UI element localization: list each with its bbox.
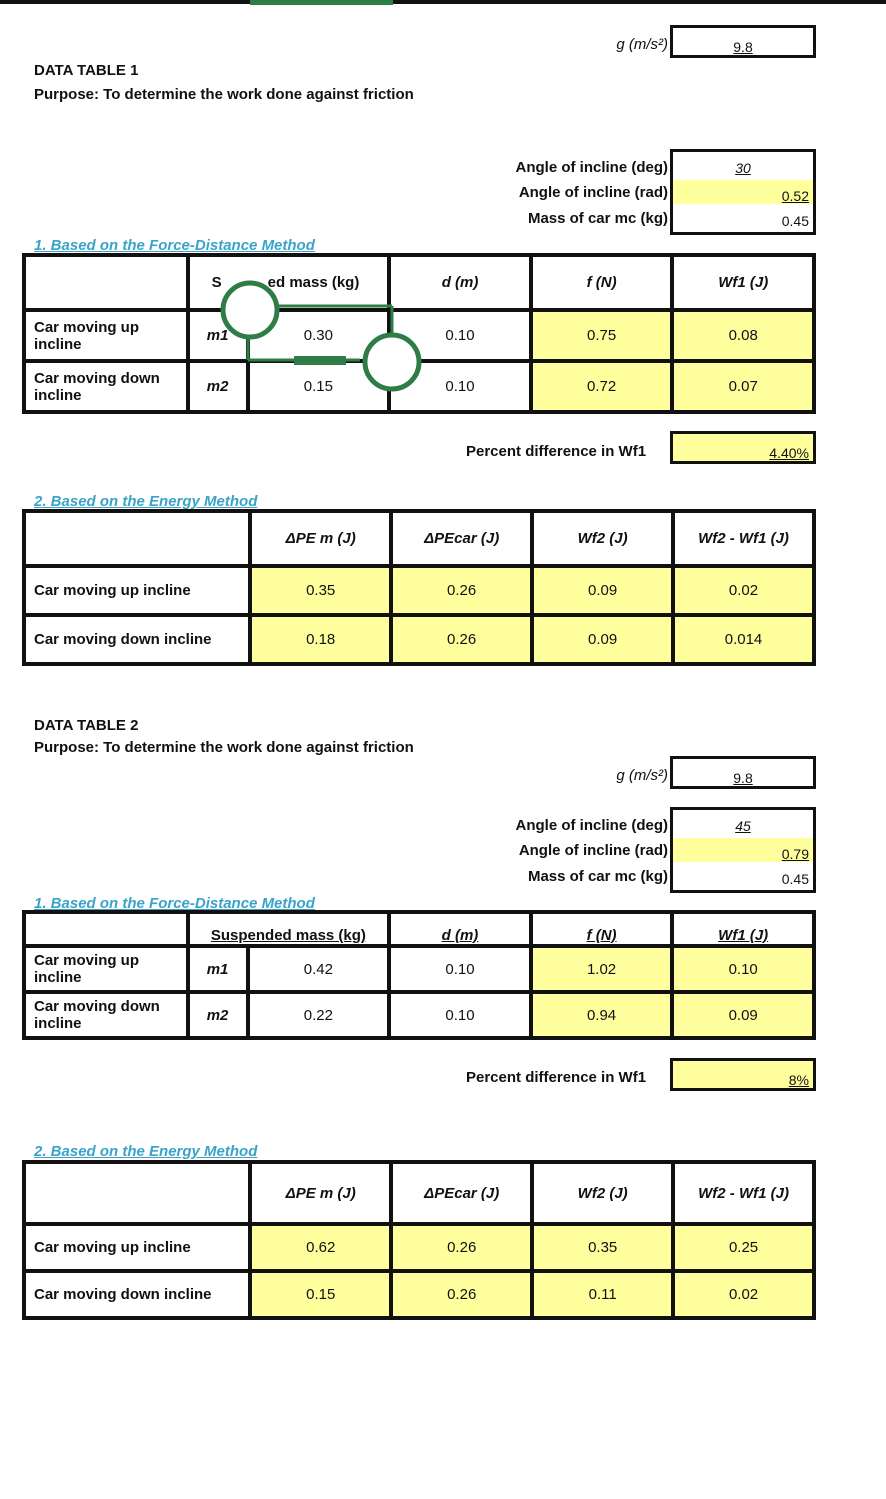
pe-m-cell[interactable]: 0.15: [250, 1271, 391, 1318]
table2-g-label: g (m/s²): [616, 767, 668, 784]
diff-cell[interactable]: 0.02: [673, 1271, 814, 1318]
table1-percent-label: Percent difference in Wf1: [466, 443, 647, 460]
table1-energy-table: [22, 509, 816, 666]
mass-cell[interactable]: 0.15: [248, 361, 390, 412]
work-cell[interactable]: 0.09: [672, 992, 814, 1038]
pe-m-cell[interactable]: 0.18: [250, 615, 391, 664]
table2-force-header-mass: Suspended mass (kg): [188, 912, 390, 946]
mass-symbol: m1: [188, 310, 248, 361]
header-pe-car: ΔPEcar (J): [391, 1162, 532, 1224]
row-label: Car moving down incline: [24, 361, 188, 412]
table1-angle-rad-label: Angle of incline (rad): [518, 184, 668, 201]
table1-g-value[interactable]: 9.8: [670, 25, 816, 58]
row-label: Car moving up incline: [24, 946, 188, 992]
header-pe-m: ΔPE m (J): [250, 511, 391, 566]
table1-force-section-title: 1. Based on the Force-Distance Method: [34, 237, 315, 254]
mass-symbol: m2: [188, 992, 248, 1038]
table1-force-header-w: Wf1 (J): [672, 255, 814, 310]
table2-percent-label: Percent difference in Wf1: [466, 1069, 647, 1086]
distance-cell[interactable]: 0.10: [389, 310, 531, 361]
row-label: Car moving up incline: [24, 310, 188, 361]
friction-cell[interactable]: 0.72: [531, 361, 673, 412]
table1-energy-corner: [24, 511, 250, 566]
distance-cell[interactable]: 0.10: [389, 992, 531, 1038]
table1-force-header-f: f (N): [531, 255, 673, 310]
top-bar: [0, 0, 886, 4]
table2-purpose: Purpose: To determine the work done against friction: [34, 739, 414, 756]
table1-mass-car-value[interactable]: 0.45: [781, 213, 809, 229]
header-wf2: Wf2 (J): [532, 1162, 673, 1224]
work-cell[interactable]: 0.07: [672, 361, 814, 412]
table2-force-header-f: f (N): [531, 912, 673, 946]
table1-force-header-d: d (m): [389, 255, 531, 310]
active-tab-indicator[interactable]: [250, 0, 393, 5]
table-row: [24, 566, 814, 615]
table1-angle-deg-value[interactable]: 30: [735, 160, 751, 176]
table-row: [24, 615, 814, 664]
row-label: Car moving up incline: [24, 1224, 250, 1271]
table2-force-header-d: d (m): [389, 912, 531, 946]
table1-g-label: g (m/s²): [616, 36, 668, 53]
friction-cell[interactable]: 0.75: [531, 310, 673, 361]
mass-cell[interactable]: 0.22: [248, 992, 390, 1038]
selection-handle-end: [365, 335, 419, 389]
table-row: [24, 1224, 814, 1271]
selection-drag-bar: [294, 356, 346, 365]
friction-cell[interactable]: 0.94: [531, 992, 673, 1038]
header-wf2-minus-wf1: Wf2 - Wf1 (J): [673, 1162, 814, 1224]
table-row: [24, 946, 814, 992]
work-cell[interactable]: 0.08: [672, 310, 814, 361]
wf2-cell[interactable]: 0.35: [532, 1224, 673, 1271]
table2-force-section-title: 1. Based on the Force-Distance Method: [34, 895, 315, 912]
table1-mass-car-label: Mass of car mc (kg): [527, 210, 668, 227]
table1-force-corner: [24, 255, 188, 310]
row-label: Car moving up incline: [24, 566, 250, 615]
wf2-cell[interactable]: 0.09: [532, 566, 673, 615]
pe-m-cell[interactable]: 0.35: [250, 566, 391, 615]
header-wf2: Wf2 (J): [532, 511, 673, 566]
row-label: Car moving down incline: [24, 992, 188, 1038]
table1-title: DATA TABLE 1: [34, 62, 139, 79]
table2-mass-car-label: Mass of car mc (kg): [527, 868, 668, 885]
distance-cell[interactable]: 0.10: [389, 361, 531, 412]
pe-car-cell[interactable]: 0.26: [391, 1271, 532, 1318]
table1-angle-rad-value[interactable]: 0.52: [673, 180, 813, 204]
table2-force-header-w: Wf1 (J): [672, 912, 814, 946]
diff-cell[interactable]: 0.014: [673, 615, 814, 664]
pe-m-cell[interactable]: 0.62: [250, 1224, 391, 1271]
diff-cell[interactable]: 0.02: [673, 566, 814, 615]
table2-energy-section-title: 2. Based on the Energy Method: [34, 1143, 258, 1160]
header-pe-car: ΔPEcar (J): [391, 511, 532, 566]
header-pe-m: ΔPE m (J): [250, 1162, 391, 1224]
table2-force-corner: [24, 912, 188, 946]
table2-title: DATA TABLE 2: [34, 717, 139, 734]
table1-force-header-mass: S ed mass (kg): [188, 255, 390, 310]
header-wf2-minus-wf1: Wf2 - Wf1 (J): [673, 511, 814, 566]
table2-force-table: [22, 910, 816, 1040]
table2-energy-table: [22, 1160, 816, 1320]
table2-angle-deg-label: Angle of incline (deg): [515, 817, 668, 834]
pe-car-cell[interactable]: 0.26: [391, 615, 532, 664]
work-cell[interactable]: 0.10: [672, 946, 814, 992]
distance-cell[interactable]: 0.10: [389, 946, 531, 992]
table2-percent-value[interactable]: 8%: [670, 1058, 816, 1091]
table1-purpose: Purpose: To determine the work done against friction: [34, 86, 414, 103]
mass-symbol: m2: [188, 361, 248, 412]
mass-symbol: m1: [188, 946, 248, 992]
table1-energy-section-title: 2. Based on the Energy Method: [34, 493, 258, 510]
wf2-cell[interactable]: 0.11: [532, 1271, 673, 1318]
table2-g-value[interactable]: 9.8: [670, 756, 816, 789]
table2-energy-corner: [24, 1162, 250, 1224]
pe-car-cell[interactable]: 0.26: [391, 566, 532, 615]
wf2-cell[interactable]: 0.09: [532, 615, 673, 664]
pe-car-cell[interactable]: 0.26: [391, 1224, 532, 1271]
table1-angle-deg-label: Angle of incline (deg): [515, 159, 668, 176]
table2-mass-car-value[interactable]: 0.45: [781, 871, 809, 887]
friction-cell[interactable]: 1.02: [531, 946, 673, 992]
selection-handle-start: [223, 283, 277, 337]
table-row: [24, 992, 814, 1038]
row-label: Car moving down incline: [24, 615, 250, 664]
table2-angle-rad-value[interactable]: 0.79: [673, 838, 813, 862]
mass-cell[interactable]: 0.42: [248, 946, 390, 992]
table1-percent-value[interactable]: 4.40%: [670, 431, 816, 464]
row-label: Car moving down incline: [24, 1271, 250, 1318]
table-row: [24, 1271, 814, 1318]
mass-cell[interactable]: 0.30: [248, 310, 390, 361]
diff-cell[interactable]: 0.25: [673, 1224, 814, 1271]
table2-angle-rad-label: Angle of incline (rad): [518, 842, 668, 859]
selection-handles[interactable]: [210, 270, 430, 400]
table2-angle-deg-value[interactable]: 45: [735, 818, 751, 834]
